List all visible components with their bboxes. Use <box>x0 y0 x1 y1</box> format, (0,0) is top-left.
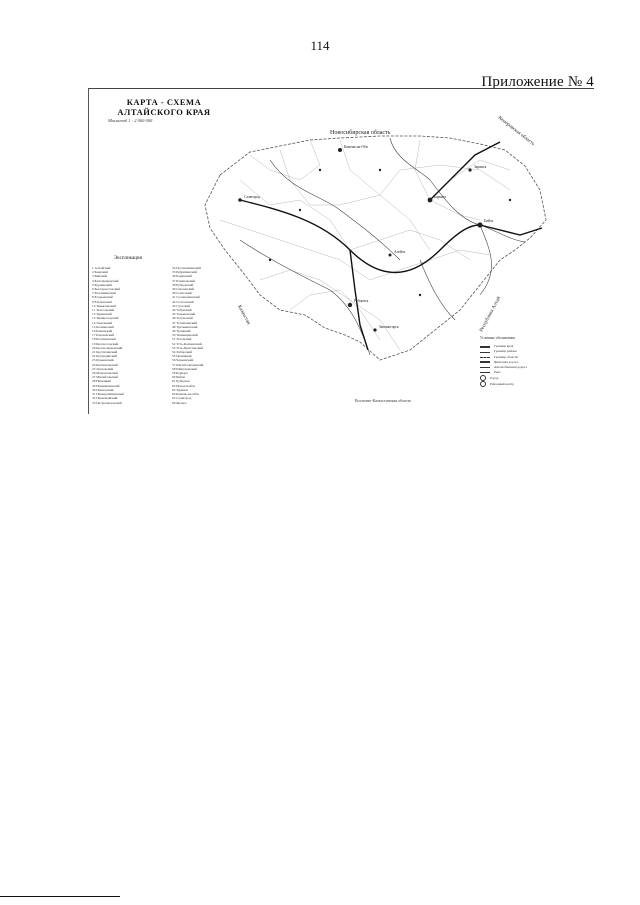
page-number: 114 <box>310 38 330 53</box>
explication-item: 10 Завьяловский <box>92 303 116 308</box>
explication-item: 19 Красногорский <box>92 341 119 346</box>
explication-item: 9 Ельцовский <box>92 299 112 304</box>
explication-item: 24 Кытмановский <box>92 362 118 367</box>
explication-item: 28 Немецкий <box>92 379 111 384</box>
map-title-line: КАРТА - СХЕМА <box>126 97 202 107</box>
explication-item: 62 Новоалтайск <box>172 383 195 388</box>
city-label: Рубцовск <box>354 299 369 303</box>
explication-title: Экспликация <box>114 256 142 261</box>
symbol-label: Граница района <box>494 349 517 354</box>
city-label: Камень-на-Оби <box>344 145 368 149</box>
explication-item: 2 Баевский <box>92 270 108 275</box>
explication-item: 57 Шелаболихинский <box>172 362 204 367</box>
symbol-label: Районный центр <box>490 381 514 386</box>
explication-item: 43 Суетский <box>172 303 190 308</box>
explication-item: 34 Поспелихинский <box>172 266 201 270</box>
explication-item: 33 Петропавловский <box>92 400 122 405</box>
region-outline <box>205 136 546 360</box>
explication-item: 6 Быстроистокский <box>92 287 120 292</box>
explication-item: 26 Мамонтовский <box>92 371 118 376</box>
explication-item: 36 Родинский <box>172 274 192 279</box>
map-scale: Масштаб 1 : 2 000 000 <box>108 118 153 123</box>
label-southwest: Казахстан <box>236 304 251 326</box>
appendix-heading: Приложение № 4 <box>481 74 594 90</box>
explication-item: 17 Ключевский <box>92 333 115 338</box>
explication-item: 21 Крутихинский <box>92 350 118 355</box>
explication-item: 47 Топчихинский <box>172 320 198 325</box>
label-south: Республика Алтай <box>479 296 503 333</box>
city-labels <box>244 145 494 329</box>
explication-item: 27 Михайловский <box>92 375 118 380</box>
explication-item: 41 Солонешенский <box>172 295 200 300</box>
frame-left-line <box>88 88 89 414</box>
explication-item: 22 Кулундинский <box>92 354 118 359</box>
explication-item: 45 Тальменский <box>172 312 196 317</box>
city-label: Заринск <box>474 165 487 169</box>
explication-item: 16 Каменский <box>92 329 113 334</box>
city-label: Бийск <box>484 219 494 223</box>
city-label: Алейск <box>394 250 406 254</box>
district-boundaries <box>220 140 510 350</box>
explication-item: 14 Зональный <box>92 320 113 325</box>
explication-item: 7 Волчихинский <box>92 291 116 296</box>
explication-item: 51 Угловский <box>172 337 192 342</box>
explication-item: 20 Краснощековский <box>92 345 123 350</box>
explication-item: 3 Бийский <box>92 274 107 279</box>
symbol-label: Граница области <box>494 354 519 359</box>
explication-item: 42 Солтонский <box>172 299 194 304</box>
city-label: Змеиногорск <box>379 325 399 329</box>
explication-item: 53 Усть-Пристанский <box>172 345 203 350</box>
explication-item: 56 Чарышский <box>172 358 194 363</box>
explication-item: 5 Бурлинский <box>92 282 112 287</box>
explication-item: 44 Табунский <box>172 308 192 313</box>
explication-item: 38 Рубцовский <box>172 282 194 287</box>
explication-item: 65 Славгород <box>172 396 192 401</box>
explication-item: 66 Яровое <box>172 400 187 405</box>
symbol-label: Автомобильная дорога <box>494 365 528 370</box>
symbol-label: Город <box>490 375 499 380</box>
frame-top-line <box>88 88 594 89</box>
explication-item: 52 Усть-Калманский <box>172 341 202 346</box>
explication-item: 12 Заринский <box>92 312 112 317</box>
explication-item: 58 Шипуновский <box>172 366 197 371</box>
explication-item: 13 Змеиногорский <box>92 316 119 321</box>
label-bottom: Восточно-Казахстанская область <box>355 398 412 403</box>
explication-item: 29 Новичихинский <box>92 383 120 388</box>
region-map <box>180 110 560 410</box>
explication-column-1 <box>92 266 124 405</box>
explication-item: 64 Камень-на-Оби <box>172 392 199 397</box>
label-northeast: Кемеровская область <box>496 115 536 148</box>
explication-item: 61 Рубцовск <box>172 379 190 384</box>
explication-item: 4 Благовещенский <box>92 278 119 283</box>
explication-item: 60 Бийск <box>172 375 185 380</box>
bottom-rule <box>0 896 120 897</box>
explication-item: 39 Смоленский <box>172 287 195 292</box>
explication-item: 25 Локтевский <box>92 366 114 371</box>
explication-item: 48 Третьяковский <box>172 324 198 329</box>
city-label: Барнаул <box>434 195 447 199</box>
explication-item: 31 Панкрушихинский <box>92 392 124 397</box>
explication-item: 30 Павловский <box>92 387 114 392</box>
symbol-label: Река <box>494 370 501 375</box>
explication-item: 1 Алтайский <box>92 266 111 270</box>
explication-item: 50 Тюменцевский <box>172 333 198 338</box>
explication-item: 49 Троицкий <box>172 329 191 334</box>
label-north: Новосибирская область <box>330 130 391 136</box>
explication-item: 55 Целинный <box>172 354 192 359</box>
railways <box>240 142 542 350</box>
explication-item: 23 Курьинский <box>92 358 114 363</box>
symbols-legend-title: Условные обозначения <box>480 336 515 340</box>
explication-item: 8 Егорьевский <box>92 295 113 300</box>
map-title-line: АЛТАЙСКОГО КРАЯ <box>117 107 211 117</box>
explication-item: 11 Залесовский <box>92 308 115 313</box>
explication-item: 35 Ребрихинский <box>172 270 197 275</box>
explication-item: 59 Барнаул <box>172 371 188 376</box>
rivers <box>240 138 525 355</box>
city-label: Славгород <box>244 195 260 199</box>
explication-item: 54 Хабарский <box>172 350 192 355</box>
explication-item: 40 Советский <box>172 291 192 296</box>
explication-item: 15 Калманский <box>92 324 114 329</box>
symbol-label: Граница края <box>494 344 514 349</box>
explication-item: 37 Романовский <box>172 278 196 283</box>
symbol-label: Железная дорога <box>494 359 519 364</box>
explication-item: 18 Косихинский <box>92 337 116 342</box>
explication-item: 63 Заринск <box>172 387 188 392</box>
explication-item: 32 Первомайский <box>92 396 118 401</box>
explication-item: 46 Тогульский <box>172 316 193 321</box>
